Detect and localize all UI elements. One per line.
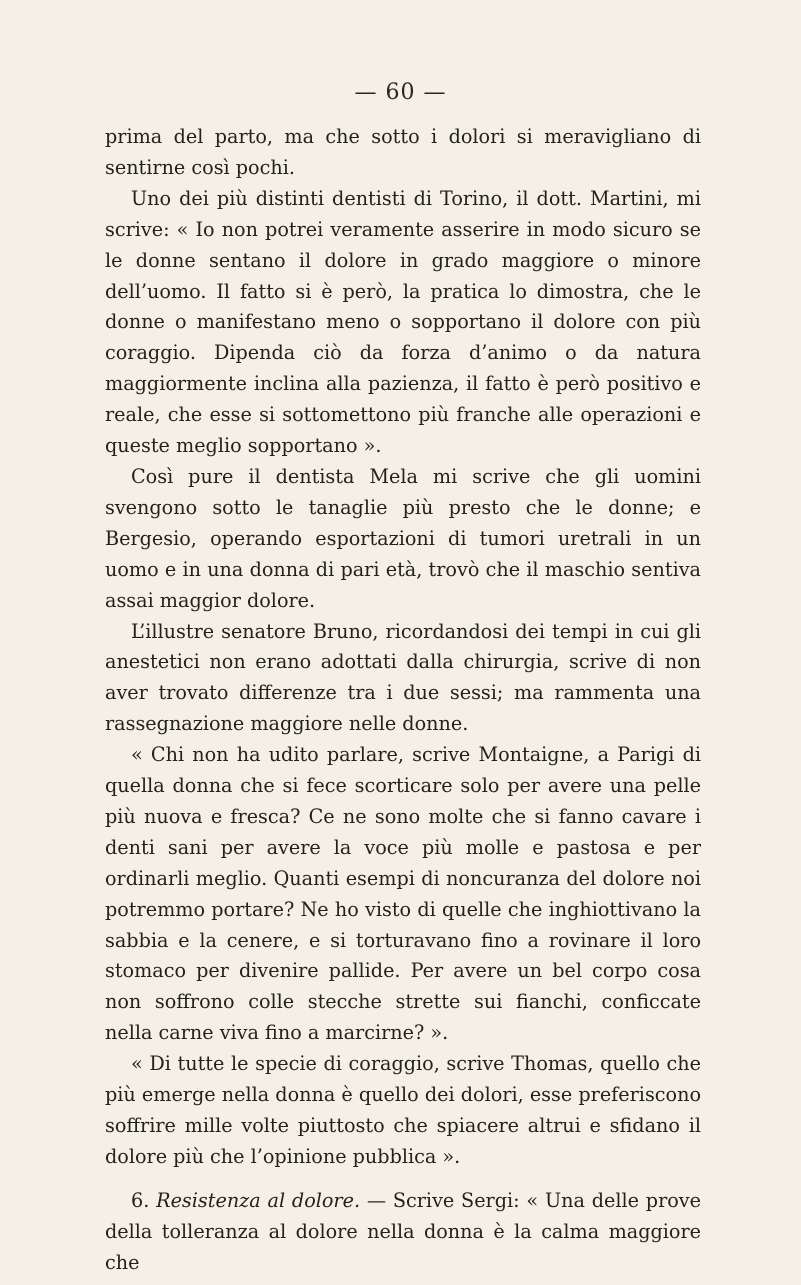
page-number: — 60 — — [354, 80, 447, 105]
paragraph-3: Così pure il dentista Mela mi scrive che gli uomini svengono sotto le tanaglie più presto che le donne; e Bergesio, operando esportazioni di tumori uretrali in un uomo e in una donna di pari età, trovò che il maschio sentiva assai maggior dolore. — [105, 464, 701, 612]
paragraph-6: « Di tutte le specie di coraggio, scrive Thomas, quello che più emerge nella donna è quello dei dolori, esse preferiscono soffrire mille volte piuttosto che spiacere altrui e sfidano il dolore più che l’opinione pubblica ». — [105, 1052, 701, 1168]
section-title: Resistenza al dolore. — [156, 1188, 361, 1212]
paragraph-1: prima del parto, ma che sotto i dolori si meravigliano di sentirne così pochi. — [105, 125, 701, 179]
section-number: 6. — [131, 1188, 150, 1212]
body-text — [105, 122, 701, 1279]
paragraph-2: Uno dei più distinti dentisti di Torino, il dott. Martini, mi scrive: « Io non potrei veramente asserire in modo sicuro se le donne sentano il dolore in grado maggiore o minore dell’uomo. Il fatto si è però, la pratica lo dimostra, che le donne o manifestano meno o sopportano il dolore con più coraggio. Dipenda ciò da forza d’animo o da natura maggiormente inclina alla pazienza, il fatto è però positivo e reale, che esse si sottomettono più franche alle operazioni e queste meglio sopportano ». — [105, 186, 701, 458]
paragraph-5: « Chi non ha udito parlare, scrive Montaigne, a Parigi di quella donna che si fece scorticare solo per avere una pelle più nuova e fresca? Ce ne sono molte che si fanno cavare i denti sani per avere la voce più molle e pastosa e per ordinarli meglio. Quanti esempi di noncuranza del dolore noi potremmo portare? Ne ho visto di quelle che inghiottivano la sabbia e la cenere, e si torturavano fino a rovinare il loro stomaco per divenire pallide. Per avere un bel corpo cosa non soffrono colle stecche strette sui fianchi, conficcate nella carne viva fino a marcirne? ». — [105, 743, 701, 1045]
paragraph-4: L’illustre senatore Bruno, ricordandosi dei tempi in cui gli anestetici non erano adottati dalla chirurgia, scrive di non aver trovato differenze tra i due sessi; ma rammenta una rassegnazione maggiore nelle donne. — [105, 619, 701, 736]
section-text: — Scrive Sergi: « Una delle prove della tolleranza al dolore nella donna è la calma maggiore che — [105, 1188, 701, 1274]
section-6-paragraph — [105, 1186, 701, 1279]
